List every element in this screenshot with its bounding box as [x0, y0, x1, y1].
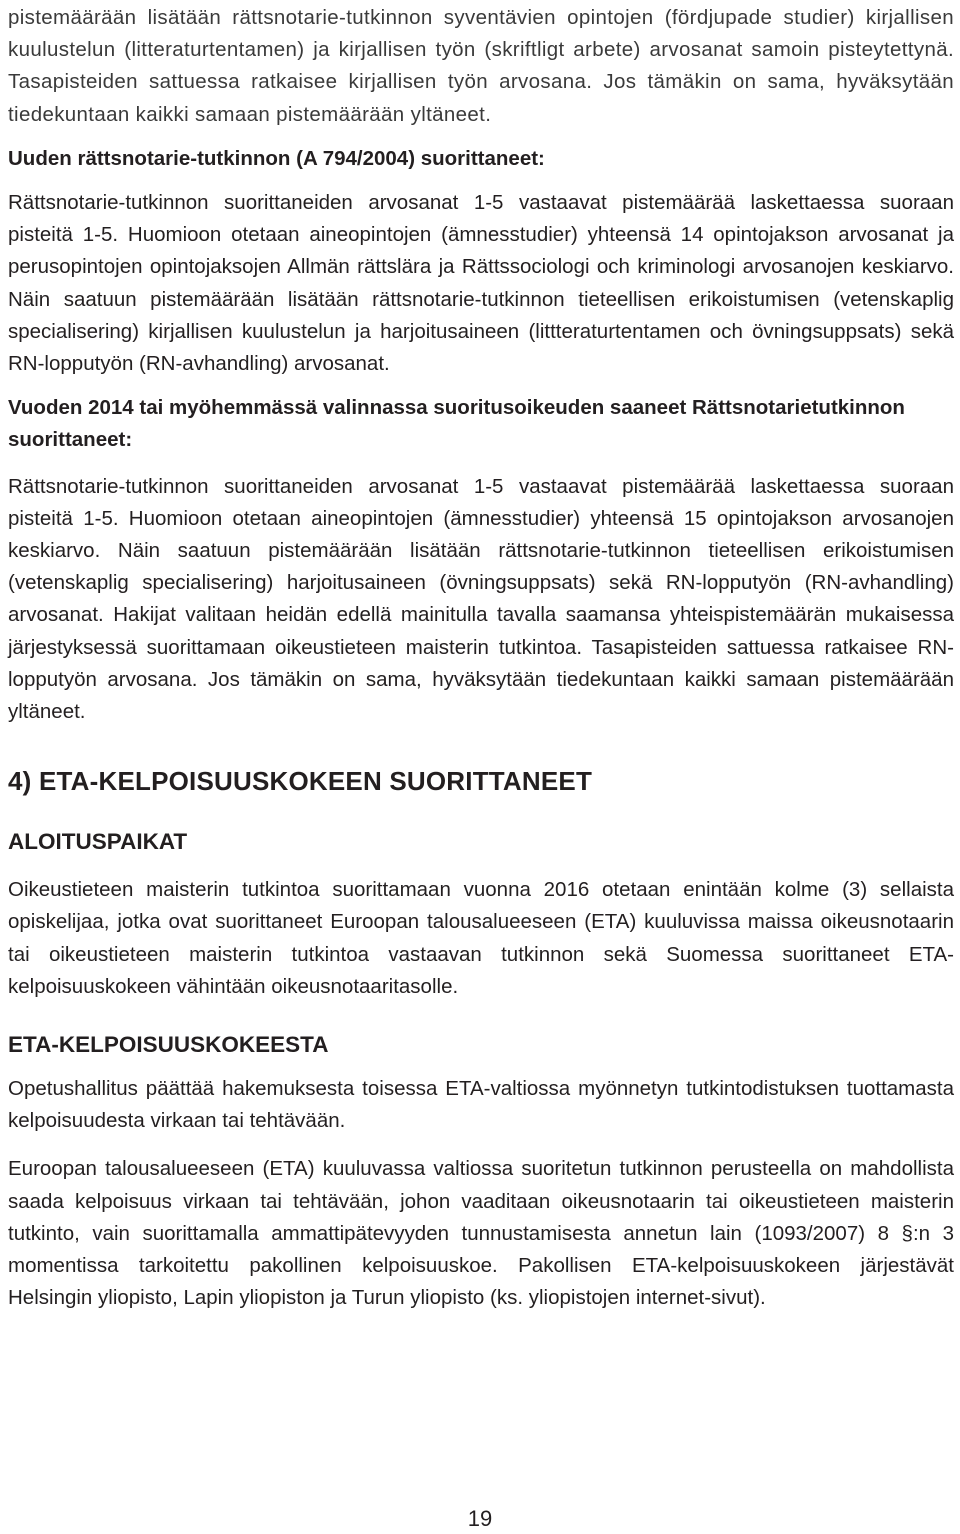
- eta-paragraph-1: Opetushallitus päättää hakemuksesta toisessa ETA-valtiossa myönnetyn tutkintodistuksen tuottamasta kelpoisuudesta virkaan tai tehtävään.: [8, 1077, 954, 1133]
- eta-kelpoisuuskoe-heading: ETA-KELPOISUUSKOKEESTA: [8, 1032, 329, 1058]
- eta-paragraph-2: Euroopan talousalueeseen (ETA) kuuluvassa valtiossa suoritetun tutkinnon perusteella on mahdollista saada kelpoisuus virkaan tai tehtävään, johon vaaditaan oikeusnotaarin tai oikeustieteen maisterin tutkinto, vain suorittamalla ammattipätevyyden tunnustamisesta annetun lain (1093/2007) 8 §:n 3 momentissa tarkoitettu pakollinen kelpoisuuskoe. Pakollisen ETA-kelpoisuuskokeen järjestävät Helsingin yliopisto, Lapin yliopiston ja Turun yliopisto (ks. yliopistojen internet-sivut).: [8, 1157, 954, 1310]
- new-degree-paragraph: Rättsnotarie-tutkinnon suorittaneiden arvosanat 1-5 vastaavat pistemäärää laskettaessa suoraan pisteitä 1-5. Huomioon otetaan aineopintojen (ämnesstudier) yhteensä 14 opintojakson arvosanat ja perusopintojen opintojaksojen Allmän rättslära ja Rättssociologi och kriminologi arvosanojen keskiarvo. Näin saatuun pistemäärään lisätään rättsnotarie-tutkinnon tieteellisen erikoistumisen (vetenskaplig specialisering) kirjallisen kuulustelun ja harjoitusaineen (littteraturtentamen och övningsuppsats) sekä RN-lopputyön (RN-avhandling) arvosanat.: [8, 191, 954, 376]
- page-number: 19: [467, 1506, 493, 1531]
- document-page: [8, 0, 954, 1315]
- new-degree-heading: Uuden rättsnotarie-tutkinnon (A 794/2004) suorittaneet:: [8, 146, 545, 170]
- intro-paragraph: pistemäärään lisätään rättsnotarie-tutkinnon syventävien opintojen (fördjupade studier) kirjallisen kuulustelun (litteraturtentamen) ja kirjallisen työn (skriftligt arbete) arvosanat samoin pisteytettynä. Tasapisteiden sattuessa ratkaisee kirjallisen työn arvosana. Jos tämäkin on sama, hyväksytään tiedekuntaan kaikki samaan pistemäärään yltäneet.: [8, 6, 954, 126]
- paragraph-gap: [8, 1137, 954, 1153]
- aloituspaikat-heading: ALOITUSPAIKAT: [8, 829, 188, 855]
- section-4-title: 4) ETA-KELPOISUUSKOKEEN SUORITTANEET: [8, 766, 593, 797]
- aloituspaikat-paragraph: Oikeustieteen maisterin tutkintoa suorittamaan vuonna 2016 otetaan enintään kolme (3) sellaista opiskelijaa, jotka ovat suorittaneet Euroopan talousalueeseen (ETA) kuuluvissa maissa oikeusnotaarin tai oikeustieteen maisterin tutkintoa vastaavan tutkinnon sekä Suomessa suorittaneet ETA-kelpoisuuskokeen vähintään oikeusnotaaritasolle.: [8, 878, 954, 998]
- year-2014-paragraph: Rättsnotarie-tutkinnon suorittaneiden arvosanat 1-5 vastaavat pistemäärää laskettaessa suoraan pisteitä 1-5. Huomioon otetaan aineopintojen (ämnesstudier) yhteensä 15 opintojakson arvosanojen keskiarvo. Näin saatuun pistemäärään lisätään rättsnotarie-tutkinnon tieteellisen erikoistumisen (vetenskaplig specialisering) harjoitusaineen (övningsuppsats) sekä RN-lopputyön (RN-avhandling) arvosanat. Hakijat valitaan heidän edellä mainitulla tavalla saamansa yhteispistemäärän mukaisessa järjestyksessä suorittamaan oikeustieteen maisterin tutkintoa. Tasapisteiden sattuessa ratkaisee RN-lopputyön arvosana. Jos tämäkin on sama, hyväksytään tiedekuntaan kaikki samaan pistemäärään yltäneet.: [8, 474, 954, 724]
- year-2014-heading: Vuoden 2014 tai myöhemmässä valinnassa suoritusoikeuden saaneet Rättsnotarietutkinnon suorittaneet:: [8, 396, 905, 452]
